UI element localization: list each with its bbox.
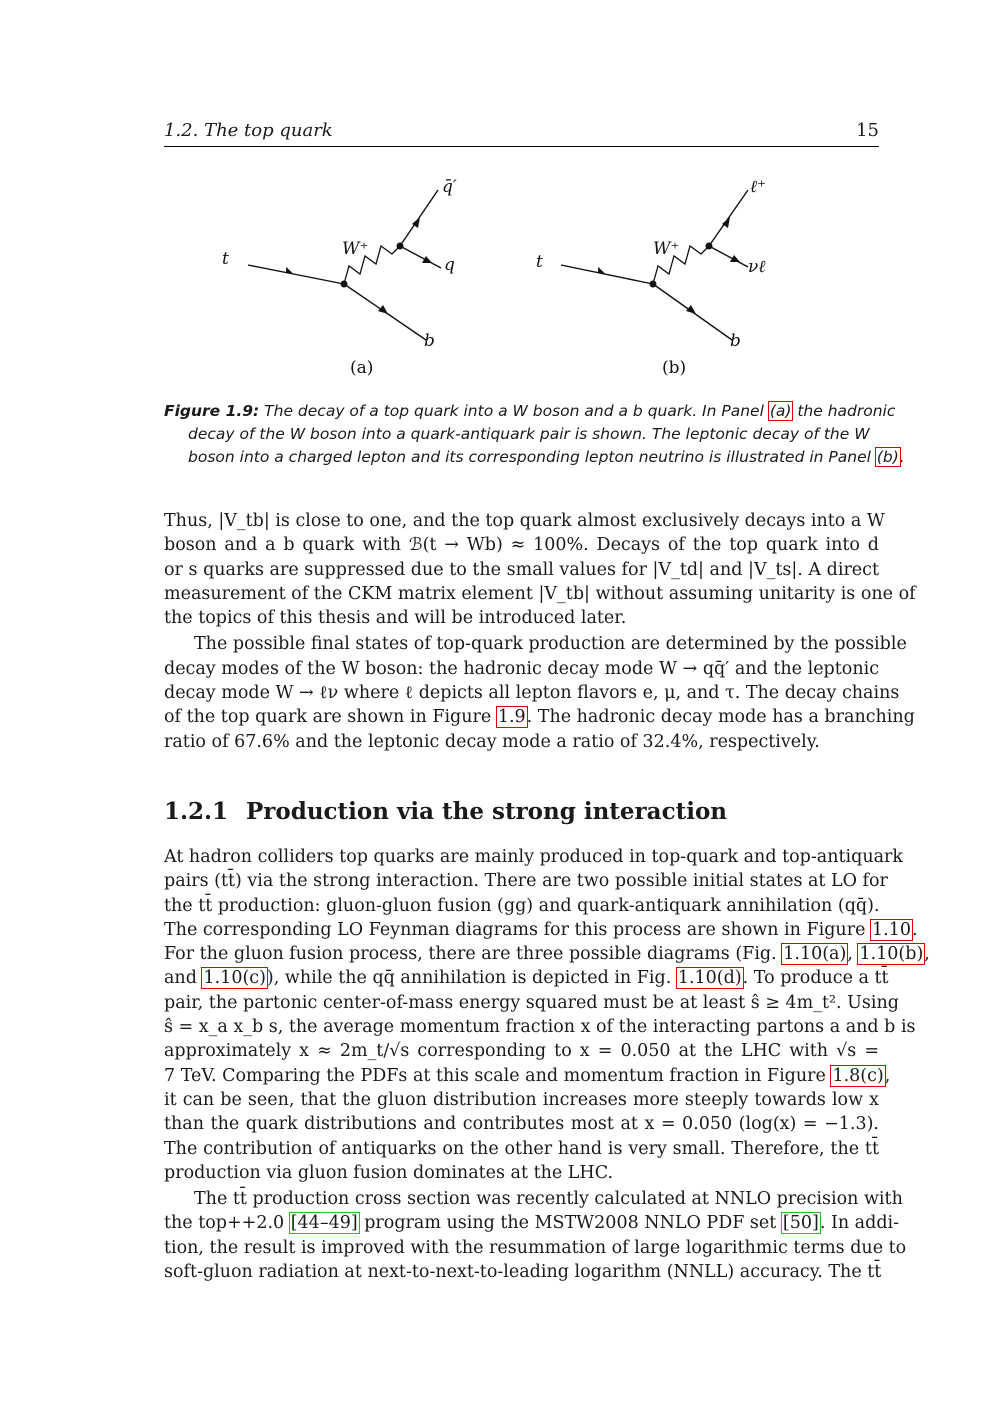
label-w-a: W⁺	[342, 239, 369, 259]
text-line	[164, 1211, 900, 1235]
text-span: ,	[924, 944, 930, 965]
text-line	[164, 942, 930, 966]
text-span: ,	[884, 1065, 891, 1086]
text-span: ,	[847, 944, 859, 965]
text-line: Thus, |V_tb| is close to one, and the top quark almost exclusively decays into a W	[164, 511, 885, 531]
text-span: The corresponding LO Feynman diagrams for this process are shown in Figure	[164, 919, 871, 940]
quark-line-a	[400, 246, 441, 268]
text-line: ratio of 67.6% and the leptonic decay mode a ratio of 32.4%, respectively.	[164, 731, 820, 752]
arrow-icon	[378, 305, 388, 314]
text-line: or s quarks are suppressed due to the small values for |V_td| and |V_ts|. A direct	[164, 559, 879, 580]
paragraph	[164, 845, 930, 1185]
text-line: decay mode W → ℓν where ℓ depicts all lepton flavors e, μ, and τ. The decay chains	[164, 683, 900, 704]
panel-a	[222, 177, 457, 378]
text-line	[164, 705, 915, 729]
text-line: ŝ = x_a x_b s, the average momentum fraction x of the interacting partons a and b is	[164, 1017, 916, 1038]
text-span: . To produce a tt̄	[742, 968, 889, 989]
text-line: the topics of this thesis and will be introduced later.	[164, 608, 627, 629]
text-span: . In addi-	[819, 1213, 900, 1234]
label-t-a: t	[222, 249, 229, 269]
caption-line	[164, 400, 896, 423]
section-heading	[164, 798, 727, 825]
ref-panel-b-link[interactable]: (b)	[876, 448, 899, 466]
vertex-dot	[706, 243, 713, 250]
body-paragraphs-1	[164, 509, 916, 754]
caption-text: .	[899, 448, 905, 466]
arrow-icon	[422, 256, 432, 263]
top-quark-line-b	[561, 265, 653, 284]
text-span: of the top quark are shown in Figure	[164, 707, 497, 728]
text-span: 7 TeV. Comparing the PDFs at this scale and momentum fraction in Figure	[164, 1065, 832, 1086]
ref-figure-1-10d-link[interactable]: 1.10(d)	[677, 968, 742, 989]
text-span: . The hadronic decay mode has a branching	[526, 707, 915, 728]
page-header	[164, 120, 879, 147]
neutrino-line-b	[709, 246, 748, 267]
caption-text: The decay of a top quark into a W boson and a b quark. In Panel	[259, 402, 769, 420]
text-line	[164, 918, 918, 942]
label-t-b: t	[536, 252, 543, 272]
caption-text: the hadronic	[792, 402, 896, 420]
paragraph	[164, 509, 916, 630]
text-line: The contribution of antiquarks on the other hand is very small. Therefore, the tt̄	[164, 1138, 879, 1159]
lepton-line-b	[709, 190, 748, 246]
text-line: pairs (tt̄) via the strong interaction. There are two possible initial states at LO for	[164, 871, 888, 892]
vertex-dot	[397, 243, 404, 250]
figure-feynman-diagrams	[164, 170, 879, 385]
citation-50-link[interactable]: [50]	[782, 1213, 819, 1234]
ref-figure-1-10a-link[interactable]: 1.10(a)	[783, 944, 847, 965]
text-line: production via gluon fusion dominates at the LHC.	[164, 1162, 614, 1183]
citation-44-49-link[interactable]: [44–49]	[290, 1213, 358, 1234]
vertex-dot	[341, 281, 348, 288]
label-b-a: b	[424, 331, 435, 351]
text-span: .	[911, 919, 918, 940]
text-line: measurement of the CKM matrix element |V_tb| without assuming unitarity is one of	[164, 583, 916, 604]
text-span: and	[164, 968, 203, 989]
running-title: 1.2. The top quark	[164, 120, 333, 141]
caption-line	[164, 446, 905, 469]
section-title: Production via the strong interaction	[246, 798, 728, 825]
text-line	[164, 1064, 891, 1088]
text-span: program using the MSTW2008 NNLO PDF set	[358, 1213, 782, 1234]
text-line: boson and a b quark with ℬ(t → Wb) ≈ 100%. Decays of the top quark into d	[164, 535, 879, 556]
ref-figure-1-8c-link[interactable]: 1.8(c)	[832, 1065, 884, 1086]
text-line: pair, the partonic center-of-mass energy squared must be at least ŝ ≥ 4m_t². Using	[164, 992, 899, 1013]
text-line: it can be seen, that the gluon distribution increases more steeply towards low x	[164, 1089, 879, 1110]
text-line: decay modes of the W boson: the hadronic decay mode W → qq̄′ and the leptonic	[164, 658, 879, 679]
label-b-b: b	[730, 331, 741, 351]
page-number: 15	[856, 120, 879, 141]
ref-figure-1-10-link[interactable]: 1.10	[872, 919, 911, 940]
text-span: For the gluon fusion process, there are three possible diagrams (Fig.	[164, 944, 783, 965]
caption-lead: Figure 1.9:	[164, 402, 260, 420]
panel-b	[536, 177, 766, 378]
text-line: the tt̄ production: gluon-gluon fusion (gg) and quark-antiquark annihilation (qq̄).	[164, 895, 880, 916]
text-line: tion, the result is improved with the resummation of large logarithmic terms due to	[164, 1237, 907, 1258]
label-lepton-b: ℓ⁺	[750, 177, 767, 197]
ref-figure-1-10c-link[interactable]: 1.10(c)	[203, 968, 266, 989]
panel-label-a: (a)	[350, 358, 374, 378]
ref-figure-1-9-link[interactable]: 1.9	[497, 707, 526, 728]
paragraph	[164, 632, 915, 753]
panel-label-b: (b)	[662, 358, 687, 378]
caption-text: boson into a charged lepton and its corresponding lepton neutrino is illustrated in Panel	[188, 448, 876, 466]
feynman-diagrams-svg	[164, 170, 879, 385]
label-qbar-prime-a: q̄′	[442, 177, 457, 197]
label-neutrino-b: νℓ	[748, 257, 766, 277]
paragraph	[164, 1187, 907, 1284]
text-line: soft-gluon radiation at next-to-next-to-leading logarithm (NNLL) accuracy. The tt̄	[164, 1262, 882, 1283]
vertex-dot	[650, 281, 657, 288]
text-line: than the quark distributions and contributes most at x = 0.050 (log(x) = −1.3).	[164, 1114, 879, 1135]
text-line: At hadron colliders top quarks are mainly produced in top-quark and top-antiquark	[164, 847, 903, 867]
text-line: approximately x ≈ 2m_t/√s corresponding to x = 0.050 at the LHC with √s =	[164, 1041, 879, 1062]
text-line	[164, 966, 889, 990]
text-span: the top++2.0	[164, 1213, 290, 1234]
figure-caption	[164, 400, 905, 469]
label-w-b: W⁺	[653, 239, 680, 259]
ref-panel-a-link[interactable]: (a)	[769, 402, 792, 420]
arrow-icon	[686, 305, 696, 314]
caption-line: decay of the W boson into a quark-antiquark pair is shown. The leptonic decay of the W	[188, 425, 870, 443]
label-q-a: q	[444, 255, 455, 275]
text-span: ), while the qq̄ annihilation is depicted in Fig.	[266, 968, 677, 989]
text-line: The tt̄ production cross section was recently calculated at NNLO precision with	[194, 1189, 903, 1210]
body-paragraphs-2	[164, 845, 930, 1284]
text-line: The possible final states of top-quark production are determined by the possible	[194, 634, 907, 655]
ref-figure-1-10b-link[interactable]: 1.10(b)	[859, 944, 924, 965]
section-number: 1.2.1	[164, 798, 229, 825]
top-quark-line-a	[248, 265, 344, 284]
